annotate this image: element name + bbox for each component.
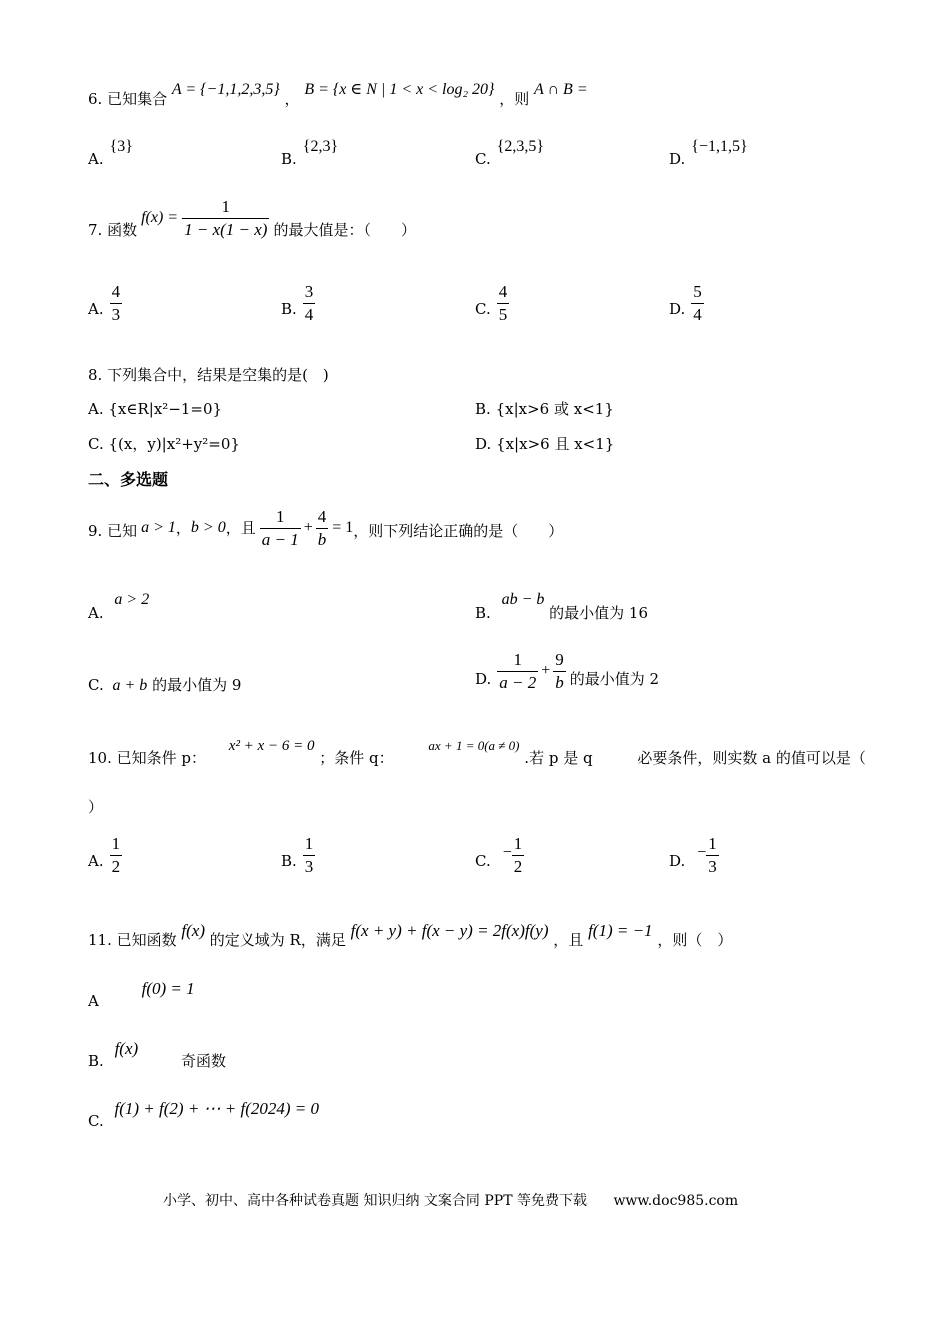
q10-option-b[interactable]: [281, 834, 315, 876]
q6-set-b: B = {x ∈ N | 1 < x < log₂ 20}: [304, 81, 495, 98]
option-value: {3}: [109, 138, 133, 155]
q10-cond-p: x² + x − 6 = 0: [228, 738, 315, 754]
option-value: {2,3}: [302, 138, 339, 155]
q11-fx: f(x): [181, 921, 205, 940]
option-expr: a > 2: [114, 591, 150, 608]
frac-num: 4: [317, 507, 327, 526]
option-frac2: [553, 650, 566, 692]
frac-den: a − 1: [261, 529, 299, 549]
frac-den: 5: [498, 304, 508, 324]
option-text: 奇函数: [180, 1052, 226, 1070]
q6-stem: [88, 81, 588, 108]
q9-eq-one: = 1: [332, 519, 354, 537]
section-heading: 二、多选题: [88, 470, 169, 489]
q8-option-b[interactable]: [475, 402, 614, 417]
frac-den: b: [555, 672, 564, 692]
q6-comma1: ，: [284, 90, 300, 108]
option-value: {x|x>6 或 x<1}: [495, 400, 614, 418]
q7-fraction: [182, 197, 269, 239]
frac-num: 1: [304, 834, 314, 853]
option-label: D.: [669, 300, 686, 319]
page-footer: [163, 1194, 738, 1208]
frac-num: 3: [304, 282, 314, 301]
option-label: B.: [88, 1052, 104, 1070]
q7-option-d[interactable]: [669, 282, 704, 324]
q9-prefix: 9. 已知: [88, 521, 138, 540]
q9-suffix: ，则下列结论正确的是（ ）: [353, 521, 564, 540]
option-label: A.: [88, 300, 104, 319]
q9-sep1: ，: [175, 518, 191, 537]
frac-num: 5: [693, 282, 702, 301]
q7-suffix: 的最大值是：（ ）: [273, 220, 416, 239]
option-fraction: [512, 834, 525, 876]
q8-option-d[interactable]: [475, 437, 614, 452]
option-label: B.: [281, 150, 297, 168]
q9-option-c[interactable]: [88, 678, 241, 694]
q7-frac-den: 1 − x(1 − x): [184, 219, 268, 239]
q8-option-a[interactable]: [88, 402, 222, 417]
q11-mid: 的定义域为 R，满足: [209, 931, 346, 949]
frac-den: 3: [304, 856, 314, 876]
option-expr: f(x): [114, 1039, 139, 1058]
option-expr: f(0) = 1: [141, 979, 195, 998]
q6-option-c[interactable]: [475, 138, 545, 168]
q10-option-d[interactable]: [669, 834, 719, 876]
option-label: B.: [475, 604, 491, 622]
option-fraction: [303, 834, 316, 876]
q6-option-a[interactable]: [88, 138, 133, 168]
option-sign: −: [502, 844, 512, 862]
q6-option-b[interactable]: [281, 138, 339, 168]
option-sign: −: [697, 844, 707, 862]
q6-comma2: ，则: [499, 90, 530, 108]
q6-option-d[interactable]: [669, 138, 748, 168]
option-label: C.: [475, 150, 491, 168]
option-value: {x∈R|x²−1=0}: [108, 400, 223, 418]
q10-option-a[interactable]: [88, 834, 122, 876]
q10-suffix: 必要条件，则实数 a 的值可以是（: [637, 749, 866, 767]
option-label: C.: [88, 676, 104, 694]
option-text: 的最小值为 16: [549, 604, 649, 622]
option-label: A.: [88, 400, 104, 418]
q9-frac2: [316, 507, 329, 549]
option-fraction: [691, 282, 704, 324]
frac-num: 1: [513, 834, 523, 853]
option-label: B.: [475, 400, 491, 418]
frac-num: 4: [111, 282, 121, 301]
option-label: C.: [88, 435, 104, 453]
option-value: {(x，y)|x²+y²=0}: [108, 435, 240, 453]
q9-option-b[interactable]: [475, 591, 649, 622]
q7-prefix: 7. 函数: [88, 220, 138, 239]
option-expr: a + b: [112, 677, 148, 694]
option-label: B.: [281, 852, 297, 871]
option-expr: ab − b: [501, 591, 545, 608]
frac-den: 3: [111, 304, 121, 324]
q10-stem-close: ）: [88, 798, 104, 816]
q9-option-a[interactable]: [88, 591, 150, 622]
q10-prefix: 10. 已知条件 p：: [88, 749, 206, 767]
option-label: A: [88, 992, 99, 1010]
frac-num: 1: [275, 507, 285, 526]
frac-den: 2: [513, 856, 523, 876]
q11-option-a[interactable]: [88, 979, 195, 1010]
footer-text: 小学、初中、高中各种试卷真题 知识归纳 文案合同 PPT 等免费下载: [163, 1193, 587, 1209]
q11-mid2: ，且: [553, 931, 584, 949]
option-label: D.: [475, 435, 492, 453]
q11-prefix: 11. 已知函数: [88, 931, 177, 949]
option-label: C.: [475, 300, 491, 319]
q11-f1: f(1) = −1: [588, 921, 653, 940]
option-fraction: [706, 834, 719, 876]
q9-sep2: ，且: [225, 518, 256, 537]
q9-option-d[interactable]: [475, 650, 659, 692]
option-label: D.: [669, 852, 686, 871]
option-value: {x|x>6 且 x<1}: [496, 435, 615, 453]
option-text: 的最小值为 9: [152, 676, 242, 694]
q11-option-b[interactable]: [88, 1039, 226, 1070]
option-label: C.: [475, 852, 491, 871]
q11-equation: f(x + y) + f(x − y) = 2f(x)f(y): [350, 921, 549, 940]
frac-den: b: [317, 529, 327, 549]
option-label: A.: [88, 150, 104, 168]
q11-suffix: ，则（ ）: [657, 931, 733, 949]
option-expr: f(1) + f(2) + ⋯ + f(2024) = 0: [114, 1099, 320, 1118]
q7-option-a[interactable]: [88, 282, 122, 324]
option-label: B.: [281, 300, 297, 319]
q7-option-b[interactable]: [281, 282, 315, 324]
q7-stem: [88, 197, 416, 239]
q9-cond2: b > 0: [190, 519, 226, 537]
frac-num: 9: [555, 650, 564, 669]
frac-den: 4: [304, 304, 314, 324]
q10-cond-q: ax + 1 = 0(a ≠ 0): [428, 738, 520, 753]
frac-den: 4: [693, 304, 702, 324]
q8-stem: 8. 下列集合中，结果是空集的是( ): [88, 366, 329, 384]
frac-den: 3: [708, 856, 717, 876]
q10-option-c[interactable]: [475, 834, 524, 876]
frac-num: 1: [513, 650, 522, 669]
frac-den: a − 2: [499, 672, 537, 692]
q7-frac-num: 1: [221, 197, 231, 216]
q9-frac1: [260, 507, 301, 549]
option-frac1: [497, 650, 538, 692]
frac-num: 1: [111, 834, 121, 853]
option-label: A.: [88, 852, 104, 871]
option-text: 的最小值为 2: [569, 669, 660, 688]
option-fraction: [303, 282, 316, 324]
q10-mid2: .若 p 是 q: [524, 749, 593, 767]
option-fraction: [110, 834, 123, 876]
q10-mid: ；条件 q：: [319, 749, 394, 767]
option-value: {−1,1,5}: [691, 138, 748, 155]
option-label: C.: [88, 1112, 104, 1130]
q7-func-lhs: f(x) =: [141, 209, 179, 227]
option-label: A.: [88, 604, 104, 622]
q6-set-a: A = {−1,1,2,3,5}: [171, 81, 280, 98]
q9-stem: [88, 507, 563, 549]
q6-prefix: 6. 已知集合: [88, 90, 168, 108]
q7-option-c[interactable]: [475, 282, 509, 324]
q9-plus: +: [303, 519, 313, 537]
frac-num: 4: [498, 282, 508, 301]
frac-num: 1: [708, 834, 717, 853]
frac-den: 2: [111, 856, 121, 876]
q11-stem: [88, 921, 733, 949]
q11-option-c[interactable]: [88, 1099, 320, 1130]
option-fraction: [110, 282, 123, 324]
option-fraction: [497, 282, 510, 324]
option-label: D.: [475, 669, 492, 688]
option-plus: +: [541, 662, 551, 680]
q9-cond1: a > 1: [141, 519, 176, 537]
option-value: {2,3,5}: [496, 138, 545, 155]
footer-url[interactable]: www.doc985.com: [613, 1193, 739, 1209]
q6-intersection: A ∩ B =: [534, 81, 588, 98]
q10-stem: [88, 738, 866, 767]
option-label: D.: [669, 150, 686, 168]
q8-option-c[interactable]: [88, 437, 240, 452]
